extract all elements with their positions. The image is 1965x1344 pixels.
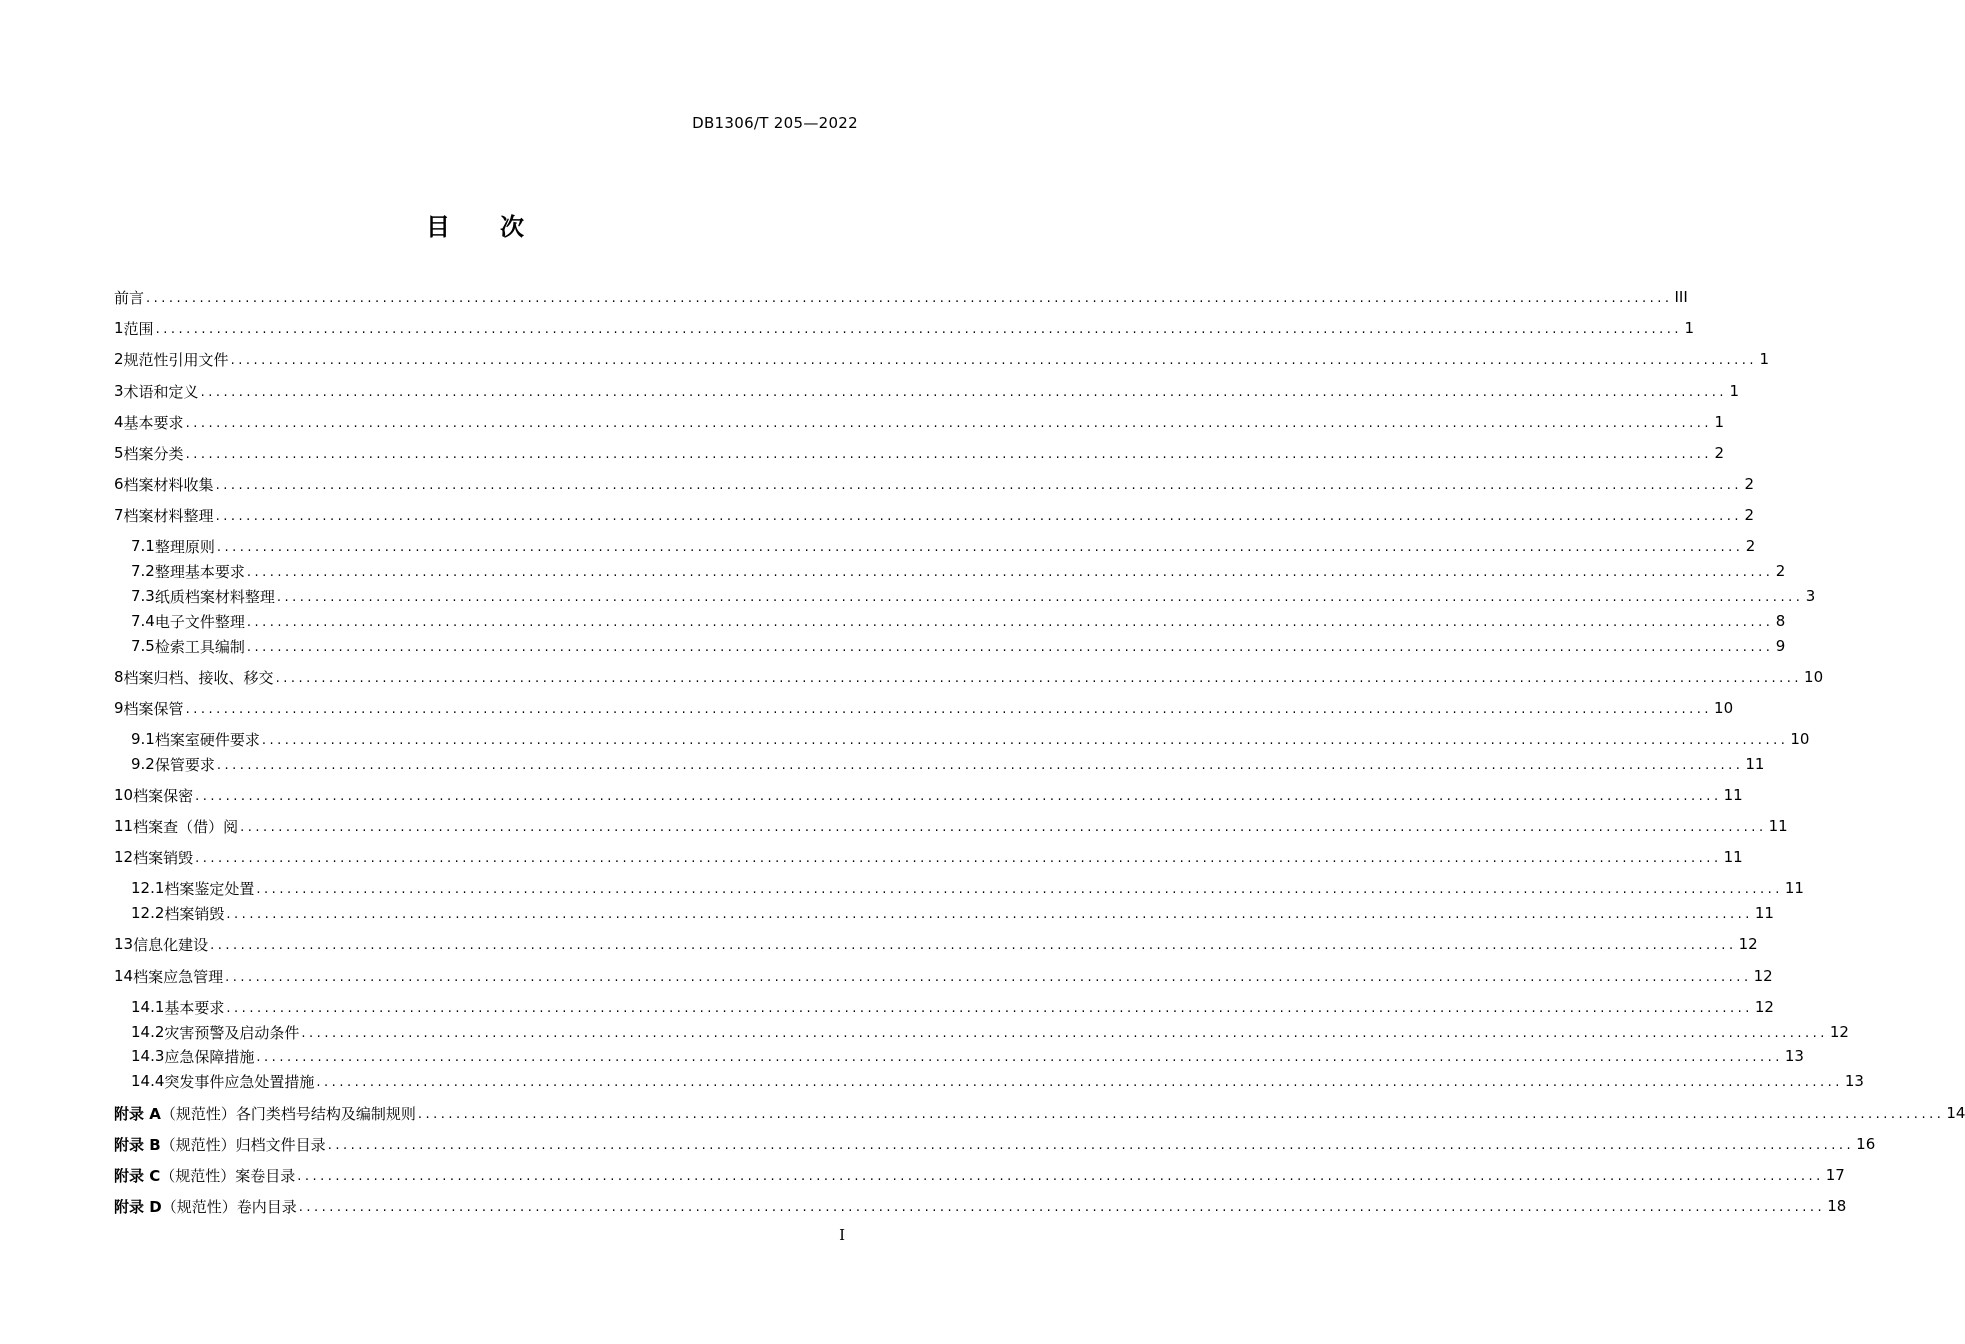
toc-entry-title: 各门类档号结构及编制规则: [235, 1104, 416, 1123]
dot-leader: ........................................................................................................................................................................................................: [216, 540, 1744, 555]
toc-entry[interactable]: [131, 535, 1756, 557]
toc-entry-number: 前: [114, 288, 130, 307]
toc-entry-title: 电子文件整理: [154, 612, 245, 631]
toc-entry-page: 11: [1745, 755, 1765, 773]
toc-entry-number: 7.4: [131, 612, 155, 630]
toc-entry-page: 16: [1856, 1135, 1876, 1153]
toc-entry-page: 11: [1723, 848, 1743, 866]
toc-entry-title: 整理原则: [154, 537, 215, 556]
toc-entry-number: 5: [114, 444, 124, 462]
toc-entry-page: 11: [1768, 817, 1788, 835]
dot-leader: ........................................................................................................................................................................................................: [226, 1001, 1753, 1016]
toc-entry-title: 基本要求: [164, 998, 225, 1017]
dot-leader: ........................................................................................................................................................................................................: [185, 702, 1713, 717]
toc-entry-number: 10: [114, 786, 134, 804]
title-char: 目: [426, 213, 450, 241]
dot-leader: ........................................................................................................................................................................................................: [301, 1026, 1828, 1041]
toc-entry-number: 7: [114, 506, 124, 524]
toc-entry-title: 档案材料收集: [123, 475, 214, 494]
toc-entry-page: 2: [1714, 444, 1725, 462]
dot-leader: ........................................................................................................................................................................................................: [417, 1107, 1945, 1122]
toc-entry-number: 14.3: [131, 1047, 165, 1065]
toc-entry-number: 8: [114, 668, 124, 686]
dot-leader: ........................................................................................................................................................................................................: [200, 385, 1728, 400]
appendix-label: 附录 A: [114, 1104, 161, 1123]
toc-entry-page: 12: [1753, 967, 1773, 985]
page-title: [0, 207, 950, 242]
toc-entry-title: 档案室硬件要求: [154, 730, 260, 749]
toc-entry-number: 14.1: [131, 998, 165, 1016]
toc-entry-title: 整理基本要求: [154, 562, 245, 581]
toc-entry-page: 10: [1804, 668, 1824, 686]
toc-entry[interactable]: [114, 965, 1773, 987]
toc-entry[interactable]: [114, 933, 1758, 955]
dot-leader: ........................................................................................................................................................................................................: [195, 851, 1722, 866]
dot-leader: ........................................................................................................................................................................................................: [298, 1200, 1826, 1215]
appendix-label: 附录 D: [114, 1197, 162, 1216]
toc-entry-number: 7.5: [131, 637, 155, 655]
toc-entry-title: 归档文件目录: [235, 1135, 326, 1154]
toc-entry-page: 12: [1738, 935, 1758, 953]
toc-entry[interactable]: [131, 753, 1765, 775]
appendix-type: （规范性）: [161, 1197, 237, 1216]
toc-entry-page: 12: [1829, 1023, 1849, 1041]
toc-entry-title: 档案查（借）阅: [133, 817, 239, 836]
toc-entry-number: 7.2: [131, 562, 155, 580]
dot-leader: ........................................................................................................................................................................................................: [185, 416, 1713, 431]
toc-entry-title: 检索工具编制: [154, 637, 245, 656]
toc-entry-number: 3: [114, 382, 124, 400]
toc-entry[interactable]: [114, 815, 1788, 837]
toc-entry-title: 档案材料整理: [123, 506, 214, 525]
toc-entry[interactable]: [114, 348, 1770, 370]
toc-entry-title: 档案归档、接收、移交: [123, 668, 274, 687]
toc-entry[interactable]: [114, 504, 1755, 526]
dot-leader: ........................................................................................................................................................................................................: [216, 758, 1744, 773]
toc-entry-page: 3: [1805, 587, 1816, 605]
toc-entry-title: 保管要求: [154, 755, 215, 774]
dot-leader: ........................................................................................................................................................................................................: [215, 478, 1743, 493]
dot-leader: ........................................................................................................................................................................................................: [226, 907, 1753, 922]
dot-leader: ........................................................................................................................................................................................................: [276, 590, 1804, 605]
dot-leader: ........................................................................................................................................................................................................: [246, 615, 1774, 630]
toc-entry[interactable]: [131, 1070, 1864, 1092]
toc-entry-title: 档案保管: [123, 699, 184, 718]
toc-entry[interactable]: [114, 1133, 1876, 1155]
toc-entry-number: 9.1: [131, 730, 155, 748]
toc-entry[interactable]: [114, 1195, 1847, 1217]
dot-leader: ........................................................................................................................................................................................................: [225, 970, 1752, 985]
toc-entry-page: 14: [1946, 1104, 1965, 1122]
toc-entry-number: 4: [114, 413, 124, 431]
toc-entry-number: 7.3: [131, 587, 155, 605]
toc-entry-title: 档案鉴定处置: [164, 879, 255, 898]
toc-entry-title: 应急保障措施: [164, 1047, 255, 1066]
appendix-type: （规范性）: [160, 1104, 236, 1123]
document-number: DB1306/T 205—2022: [692, 114, 858, 132]
dot-leader: ........................................................................................................................................................................................................: [146, 291, 1673, 306]
dot-leader: ........................................................................................................................................................................................................: [297, 1169, 1824, 1184]
toc-entry-page: 11: [1754, 904, 1774, 922]
toc-entry-title: 规范性引用文件: [123, 350, 229, 369]
toc-entry[interactable]: [114, 697, 1734, 719]
dot-leader: ........................................................................................................................................................................................................: [275, 671, 1803, 686]
toc-entry[interactable]: [114, 846, 1743, 868]
dot-leader: ........................................................................................................................................................................................................: [230, 353, 1758, 368]
dot-leader: ........................................................................................................................................................................................................: [155, 322, 1683, 337]
appendix-label: 附录 C: [114, 1166, 161, 1185]
dot-leader: ........................................................................................................................................................................................................: [240, 820, 1767, 835]
toc-entry-title: 术语和定义: [123, 382, 199, 401]
title-char: 次: [500, 213, 524, 241]
toc-entry[interactable]: [131, 635, 1786, 657]
appendix-type: （规范性）: [160, 1166, 236, 1185]
toc-entry-title: 纸质档案材料整理: [154, 587, 275, 606]
toc-entry-number: 9: [114, 699, 124, 717]
toc-entry-number: 13: [114, 935, 134, 953]
toc-entry-title: 卷内目录: [236, 1197, 297, 1216]
dot-leader: ........................................................................................................................................................................................................: [246, 565, 1774, 580]
toc-entry-page: 1: [1729, 382, 1740, 400]
toc-entry-number: 2: [114, 350, 124, 368]
dot-leader: ........................................................................................................................................................................................................: [256, 1050, 1783, 1065]
toc-entry-page: 2: [1745, 537, 1756, 555]
dot-leader: ........................................................................................................................................................................................................: [195, 789, 1722, 804]
toc-entry-page: 2: [1744, 506, 1755, 524]
appendix-type: （规范性）: [160, 1135, 236, 1154]
dot-leader: ........................................................................................................................................................................................................: [261, 733, 1789, 748]
toc-entry-title: 档案分类: [123, 444, 184, 463]
toc-entry-page: 2: [1744, 475, 1755, 493]
toc-entry-page: 10: [1714, 699, 1734, 717]
toc-entry[interactable]: [114, 1102, 1965, 1124]
toc-entry[interactable]: [131, 560, 1786, 582]
dot-leader: ........................................................................................................................................................................................................: [316, 1075, 1843, 1090]
toc-entry-number: 9.2: [131, 755, 155, 773]
toc-entry-number: 12.2: [131, 904, 165, 922]
dot-leader: ........................................................................................................................................................................................................: [256, 882, 1783, 897]
toc-entry-title: 档案应急管理: [133, 967, 224, 986]
toc-entry[interactable]: [131, 1021, 1849, 1043]
toc-entry-title: 言: [129, 288, 145, 307]
toc-entry-title: 档案保密: [133, 786, 194, 805]
toc-entry-page: 1: [1714, 413, 1725, 431]
toc-entry[interactable]: [131, 610, 1786, 632]
dot-leader: ........................................................................................................................................................................................................: [210, 938, 1737, 953]
toc-entry-page: 12: [1754, 998, 1774, 1016]
toc-entry[interactable]: [131, 877, 1804, 899]
toc-entry[interactable]: [114, 666, 1824, 688]
toc-entry-page: 8: [1775, 612, 1786, 630]
toc-entry-page: 13: [1784, 1047, 1804, 1065]
toc-entry-title: 灾害预警及启动条件: [164, 1023, 300, 1042]
toc-entry-title: 信息化建设: [133, 935, 209, 954]
toc-entry[interactable]: [114, 286, 1688, 308]
toc-entry-title: 基本要求: [123, 413, 184, 432]
toc-entry-number: 7.1: [131, 537, 155, 555]
toc-entry-title: 范围: [123, 319, 154, 338]
toc-entry-number: 14: [114, 967, 134, 985]
appendix-label: 附录 B: [114, 1135, 161, 1154]
toc-entry-page: 9: [1775, 637, 1786, 655]
toc-entry-number: 14.2: [131, 1023, 165, 1041]
toc-entry-number: 1: [114, 319, 124, 337]
toc-entry[interactable]: [114, 317, 1695, 339]
toc-entry[interactable]: [131, 1045, 1804, 1067]
toc-entry[interactable]: [131, 585, 1816, 607]
toc-entry-page: 1: [1759, 350, 1770, 368]
toc-entry[interactable]: [114, 1164, 1845, 1186]
toc-entry-page: 11: [1723, 786, 1743, 804]
toc-entry-number: 11: [114, 817, 134, 835]
toc-entry-page: 18: [1827, 1197, 1847, 1215]
toc-entry[interactable]: [114, 784, 1743, 806]
toc-entry-page: 10: [1790, 730, 1810, 748]
page-number: I: [839, 1226, 845, 1244]
toc-entry-title: 档案销毁: [133, 848, 194, 867]
toc-entry-title: 突发事件应急处置措施: [164, 1072, 315, 1091]
dot-leader: ........................................................................................................................................................................................................: [215, 509, 1743, 524]
toc-entry-number: 14.4: [131, 1072, 165, 1090]
toc-entry-page: 2: [1775, 562, 1786, 580]
toc-entry[interactable]: [114, 380, 1740, 402]
toc-entry[interactable]: [131, 902, 1774, 924]
toc-entry-page: 1: [1684, 319, 1695, 337]
toc-entry[interactable]: [114, 442, 1725, 464]
toc-entry[interactable]: [131, 728, 1810, 750]
toc-entry-number: 12: [114, 848, 134, 866]
toc-entry[interactable]: [114, 411, 1725, 433]
toc-entry-number: 6: [114, 475, 124, 493]
dot-leader: ........................................................................................................................................................................................................: [246, 640, 1774, 655]
dot-leader: ........................................................................................................................................................................................................: [185, 447, 1713, 462]
toc-entry-page: 17: [1825, 1166, 1845, 1184]
toc-entry-number: 12.1: [131, 879, 165, 897]
toc-entry-page: III: [1674, 288, 1688, 306]
toc-entry-title: 案卷目录: [235, 1166, 296, 1185]
dot-leader: ........................................................................................................................................................................................................: [327, 1138, 1855, 1153]
toc-entry-title: 档案销毁: [164, 904, 225, 923]
toc-entry-page: 13: [1844, 1072, 1864, 1090]
toc-entry-page: 11: [1784, 879, 1804, 897]
toc-entry[interactable]: [131, 996, 1774, 1018]
toc-entry[interactable]: [114, 473, 1755, 495]
